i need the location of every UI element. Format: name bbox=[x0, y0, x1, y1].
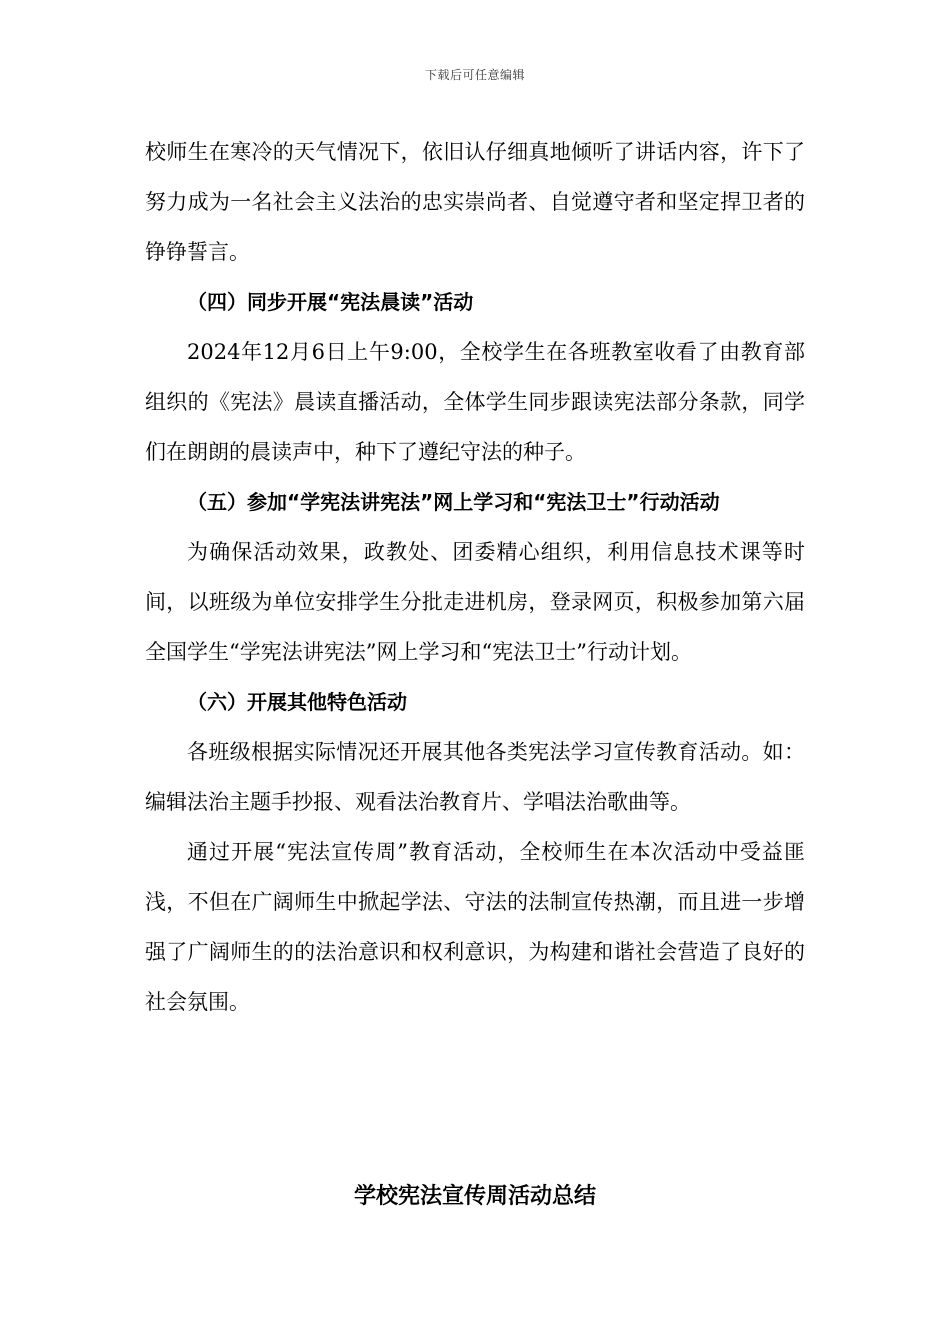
paragraph-other-activities: 各班级根据实际情况还开展其他各类宪法学习宣传教育活动。如：编辑法治主题手抄报、观看法治教育片、学唱法治歌曲等。 bbox=[145, 740, 805, 814]
document-body bbox=[145, 127, 805, 1027]
paragraph-online-learning: 为确保活动效果，政教处、团委精心组织，利用信息技术课等时间，以班级为单位安排学生分批走进机房，登录网页，积极参加第六届全国学生“学宪法讲宪法”网上学习和“宪法卫士”行动计划。 bbox=[145, 540, 805, 664]
paragraph-morning-reading: 2024年12月6日上午9:00，全校学生在各班教室收看了由教育部组织的《宪法》晨读直播活动，全体学生同步跟读宪法部分条款，同学们在朗朗的晨读声中，种下了遵纪守法的种子。 bbox=[145, 340, 805, 464]
section-heading-4: （四）同步开展“宪法晨读”活动 bbox=[187, 290, 474, 314]
paragraph-continuation: 校师生在寒冷的天气情况下，依旧认仔细真地倾听了讲话内容，许下了努力成为一名社会主义法治的忠实崇尚者、自觉遵守者和坚定捍卫者的铮铮誓言。 bbox=[145, 140, 805, 264]
section-heading-5: （五）参加“学宪法讲宪法”网上学习和“宪法卫士”行动活动 bbox=[187, 490, 720, 514]
paragraph-conclusion: 通过开展“宪法宣传周”教育活动，全校师生在本次活动中受益匪浅，不但在广阔师生中掀起学法、守法的法制宣传热潮，而且进一步增强了广阔师生的的法治意识和权利意识，为构建和谐社会营造了良好的社会氛围。 bbox=[145, 840, 805, 1014]
header-note: 下载后可任意编辑 bbox=[424, 68, 525, 82]
section-heading-6: （六）开展其他特色活动 bbox=[187, 690, 407, 714]
next-document-title: 学校宪法宣传周活动总结 bbox=[353, 1184, 596, 1209]
